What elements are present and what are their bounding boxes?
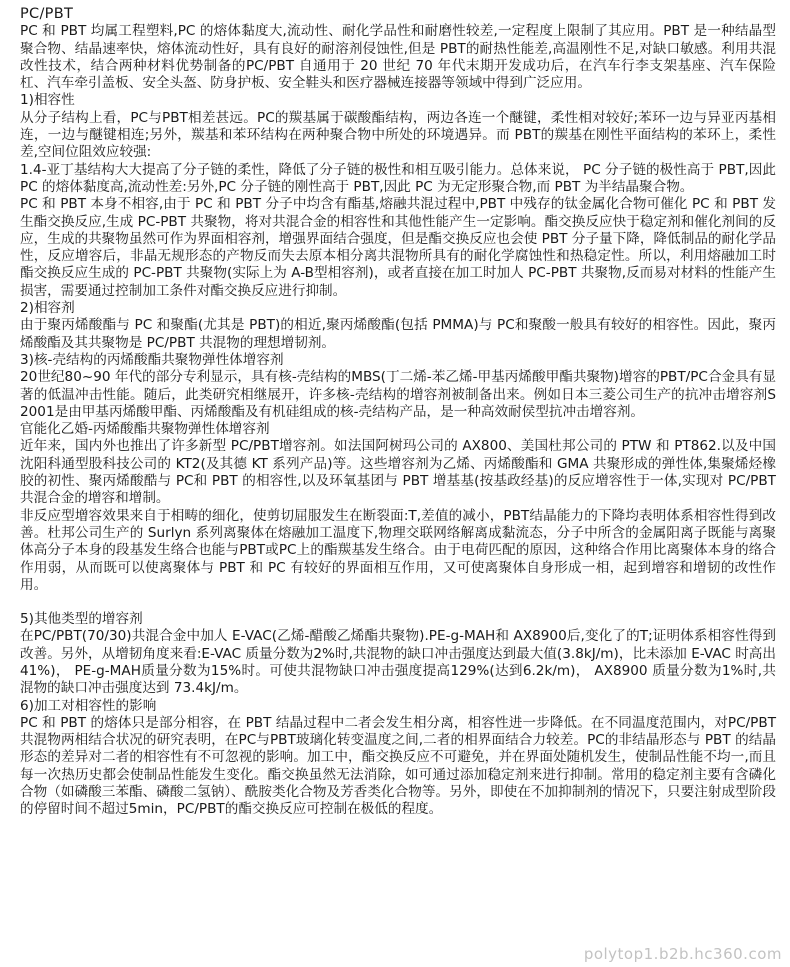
core-shell-paragraph-2: 近年来，国内外也推出了许多新型 PC/PBT增容剂。如法国阿树玛公司的 AX800、美国杜邦公司的 PTW 和 PT862.以及中国沈阳科通型股科技公司的 KT2(及其德 KT 系列产品)等。这些增容剂为乙烯、丙烯酸酯和 GMA 共聚形成的弹性体,集聚烯烃橡胶的初性、聚丙烯酸酷与 PC和 PBT 的相容性,以及环氧基团与 PBT 增基基(按基政经基)的反应增容性于一体,实现对 PC/PBT 共混合金的增容和增制。 — [20, 438, 776, 507]
compatibility-paragraph-1: 从分子结构上看，PC与PBT相差甚远。PC的羰基属于碳酸酯结构，两边各连一个醚键，柔性相对较好;苯环一边与异亚丙基相连，一边与醚键相连;另外，羰基和苯环结构在两种聚合物中所处的环境遇异。而 PBT的羰基在刚性平面结构的苯环上，柔性差,空间位阻效应较强: — [20, 109, 776, 161]
blank-line — [20, 594, 776, 611]
section-heading-core-shell: 3)核-壳结构的丙烯酸酯共聚物弹性体增容剂 — [20, 351, 284, 368]
section-heading-compatibilizer: 2)相容剂 — [20, 300, 75, 317]
site-watermark: polytop1.b2b.hc360.com — [583, 945, 782, 963]
document-title: PC/PBT — [20, 6, 74, 22]
intro-paragraph: PC 和 PBT 均属工程塑料,PC 的熔体黏度大,流动性、耐化学品性和耐磨性较差,一定程度上限制了其应用。PBT 是一种结晶型聚合物、结晶速率快，熔体流动性好，具有良好的耐溶剂侵蚀性,但是 PBT的耐热性能差,高温刚性不足,对缺口敏感。利用共混改性技术，结合两种材料优势制备的PC/PBT 自通用于 20 世纪 70 年代末期开发成功后，在汽车行李支架基座、汽车保险杠、汽车牵引盖板、安全头盔、防身护板、安全鞋头和医疗器械连接器等领域中得到广泛应用。 — [20, 23, 776, 92]
functionalized-subheading: 官能化乙婚-丙烯酸酯共聚物弹性体增容剂 — [20, 421, 270, 438]
compatibility-paragraph-3: PC 和 PBT 本身不相容,由于 PC 和 PBT 分子中均含有酯基,熔融共混过程中,PBT 中残存的钛金属化合物可催化 PC 和 PBT 发生酯交换反应,生成 PC-PBT 共聚物，将对共混合金的相容性和其他性能产生一定影响。酯交换反应快于稳定剂和催化剂间的反应，生成的共聚物虽然可作为界面相容剂，增强界面结合强度，但是酯交换反应也会使 PBT 分子量下降，降低制品的耐化学品性，反应增容后，非晶无规形态的产物反而失去原本相分离共混物所具有的耐化学腐蚀性和热稳定性。所以，利用熔融加工时酯交换反应生成的 PC-PBT 共聚物(实际上为 A-B型相容剂)，或者直接在加工时加人 PC-PBT 共聚物,反而易对材料的性能产生损害，需要通过控制加工条件对酯交换反应进行抑制。 — [20, 196, 776, 299]
compatibilizer-paragraph-1: 由于聚丙烯酸酯与 PC 和聚酯(尤其是 PBT)的相近,聚丙烯酸酯(包括 PMMA)与 PC和聚酸一般具有较好的相容性。因此，聚丙烯酸酯及其共聚物是 PC/PBT 共混物的理想增韧剂。 — [20, 317, 776, 351]
compatibility-paragraph-2: 1.4-亚丁基结构大大提高了分子链的柔性，降低了分子链的极性和相互吸引能力。总体来说， PC 分子链的极性高于 PBT,因此 PC 的熔体黏度高,流动性差:另外,PC 分子链的刚性高于 PBT,因此 PC 为无定形聚合物,而 PBT 为半结晶聚合物。 — [20, 161, 776, 195]
other-compatibilizers-paragraph-1: 在PC/PBT(70/30)共混合金中加人 E-VAC(乙烯-醋酸乙烯酯共聚物).PE-g-MAH和 AX8900后,变化了的T;证明体系相容性得到改善。另外，从增韧角度来看:E-VAC 质量分数为2%时,共混物的缺口冲击强度达到最大值(3.8kJ/m)，比未添加 E-VAC 时高出 41%)， PE-g-MAH质量分数为15%时。可使共混物缺口冲击强度提高129%(达到6.2k/m)， AX8900 质量分数为1%时,共混物的缺口冲击强度达到 73.4kJ/m。 — [20, 628, 776, 697]
processing-paragraph-1: PC 和 PBT 的熔体只是部分相容，在 PBT 结晶过程中二者会发生相分离，相容性进一步降低。在不同温度范围内，对PC/PBT共混物两相结合状况的研究表明，在PC与PBT玻璃化转变温度之间,二者的相界面结合力较差。PC的非结晶形态与 PBT 的结晶形态的差异对二者的相容性有不可忽视的影响。加工中，酯交换反应不可避免，并在界面处随机发生，使制品性能不均一,而且每一次热历史都会使制品性能发生变化。酯交换虽然无法消除，如可通过添加稳定剂来进行抑制。常用的稳定剂主要有含磷化合物（如磷酸三苯酯、磷酸二氢钠）、酰胺类化合物及芳香类化合物等。另外，即使在不加抑制剂的情况下，只要注射成型阶段的停留时间不超过5min，PC/PBT的酯交换反应可控制在极低的程度。 — [20, 714, 776, 818]
section-heading-other-compatibilizers: 5)其他类型的增容剂 — [20, 611, 143, 628]
core-shell-paragraph-1: 20世纪80~90 年代的部分专利显示，具有核-壳结构的MBS(丁二烯-苯乙烯-甲基丙烯酸甲酯共聚物)增容的PBT/PC合金具有显著的低温冲击性能。随后，此类研究相继展开，许多核-壳结构的增容剂被制备出来。例如日本三菱公司生产的抗冲击增容剂S2001是由甲基丙烯酸甲酯、丙烯酸酯及有机硅组成的核-壳结构产品，是一种高效耐侯型抗冲击增容剂。 — [20, 369, 776, 420]
document-body — [20, 6, 776, 819]
core-shell-paragraph-3: 非反应型增容效果来自于相畴的细化，使剪切屈服发生在断裂面:T,差值的减小，PBT结晶能力的下降均表明体系相容性得到改善。杜邦公司生产的 Surlyn 系列离聚体在熔融加工温度下,物理交联网络解离成黏流态，分子中所含的金属阳离子既能与离聚体高分子本身的段基发生络合也能与PBT或PC上的酯羰基发生络合。由于电荷匹配的原因，这种络合作用比离聚体本身的络合作用弱，从而既可以使离聚体与 PBT 和 PC 有较好的界面相互作用，又可使离聚体自身形成一相，起到增容和增韧的改性作用。 — [20, 507, 776, 593]
section-heading-processing: 6)加工对相容性的影响 — [20, 697, 157, 714]
section-heading-compatibility: 1)相容性 — [20, 92, 75, 109]
